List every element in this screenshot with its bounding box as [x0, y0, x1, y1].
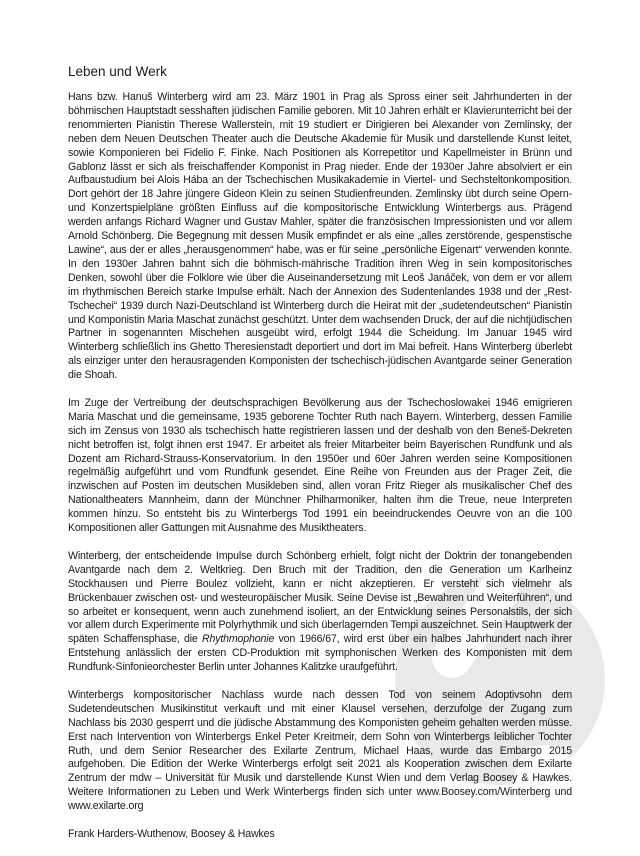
paragraph-style: Winterberg, der entscheidende Impulse durch Schönberg erhielt, folgt nicht der Doktrin der tonangebenden Avantgarde nach dem 2. Weltkrieg. Den Bruch mit der Tradition, den die Generation um Karlheinz Stockhausen und Pierre Boulez vollzieht, kann er nicht akzeptieren. Er versteht sich vielmehr als Brückenbauer zwischen ost- und westeuropäischer Musik. Seine Devise ist „Bewahren und Weiterführen“, und so arbeitet er konsequent, wenn auch zunehmend isoliert, an der Entwicklung seines Personalstils, der sich vor allem durch Experimente mit Polyrhythmik und sich überlagernden Tempi auszeichnet. Sein Hauptwerk der späten Schaffensphase, die Rhythmophonie von 1966/67, wird erst über ein halbes Jahrhundert nach ihrer Entstehung anlässlich der ersten CD-Produktion mit symphonischen Werken des Komponisten mit dem Rundfunk-Sinfonieorchester Berlin unter Johannes Kalitzke uraufgeführt. [68, 549, 573, 674]
section-heading: Leben und Werk [68, 64, 167, 79]
paragraph-biography-early: Hans bzw. Hanuš Winterberg wird am 23. März 1901 in Prag als Spross einer seit Jahrhunderten in der böhmischen Hauptstadt sesshaften jüdischen Familie geboren. Mit 10 Jahren erhält er Klavierunterricht bei der renommierten Pianistin Therese Wallerstein, mit 19 studiert er Dirigieren bei Alexander von Zemlinsky, der neben dem Neuen Deutschen Theater auch die Deutsche Akademie für Musik und darstellende Kunst leitet, sowie Komponieren bei Fidelio F. Finke. Nach Positionen als Korrepetitor und Kapellmeister in Brünn und Gablonz lässt er sich als freischaffender Komponist in Prag nieder. Ende der 1930er Jahre absolviert er ein Aufbaustudium bei Alois Hába an der Tschechischen Musikakademie in Viertel- und Sechsteltonkomposition. Dort gehört der 18 Jahre jüngere Gideon Klein zu seinen Studienfreunden. Zemlinsky übt durch seine Opern- und Konzertspielpläne größten Einfluss auf die kompositorische Entwicklung Winterbergs aus. Prägend werden anfangs Richard Wagner und Gustav Mahler, später die französischen Impressionisten und vor allem Arnold Schönberg. Die Begegnung mit dessen Musik empfindet er als eine „alles zerstörende, gespenstische Lawine“, aus der er alles „herausgenommen“ habe, was er für seine „persönliche Eigenart“ verwenden konnte. In den 1930er Jahren bahnt sich die böhmisch-mährische Tradition ihren Weg in sein kompositorisches Denken, sowohl über die Folklore wie über die Auseinandersetzung mit Leoš Janáček, von dem er vor allem im rhythmischen Bereich starke Impulse erhält. Nach der Annexion des Sudentenlandes 1938 und der „Rest-Tschechei“ 1939 durch Nazi-Deutschland ist Winterberg durch die Heirat mit der „sudetendeutschen“ Pianistin und Komponistin Maria Maschat zunächst geschützt. Unter dem wachsenden Druck, der auf die nichtjüdischen Partner in sogenannten Mischehen ausgeübt wird, erfolgt 1944 die Scheidung. Im Januar 1945 wird Winterberg schließlich ins Ghetto Theresienstadt deportiert und dort im Mai befreit. Hans Winterberg überlebt als einziger unter den herausragenden Komponisten der tschechisch-jüdischen Avantgarde seiner Generation die Shoah. [68, 91, 572, 382]
paragraph-biography-postwar: Im Zuge der Vertreibung der deutschsprachigen Bevölkerung aus der Tschechoslowakei 1946 emigrieren Maria Maschat und die gemeinsame, 1935 geborene Tochter Ruth nach Bayern. Winterberg, dessen Familie sich im Zensus von 1930 als tschechisch hatte registrieren lassen und der deshalb von den Beneš-Dekreten nicht betroffen ist, folgt ihnen erst 1947. Er arbeitet als freier Mitarbeiter beim Bayerischen Rundfunk und als Dozent am Richard-Strauss-Konservatorium. In den 1950er und 60er Jahren werden seine Kompositionen regelmäßig aufgeführt und vom Rundfunk gesendet. Eine Reihe von Freunden aus der Prager Zeit, die inzwischen auf Posten im deutschen Musikleben sind, allen voran Fritz Rieger als musikalischer Chef des Nationaltheaters Mannheim, dann der Münchner Philharmoniker, halten ihm die Treue, neue Interpreten kommen hinzu. So entsteht bis zu Winterbergs Tod 1991 ein beeindruckendes Oeuvre von an die 100 Kompositionen aller Gattungen mit Ausnahme des Musiktheaters. [68, 396, 572, 535]
work-title: Rhythmophonie [201, 633, 275, 646]
article [68, 64, 572, 856]
paragraph-estate: Winterbergs kompositorischer Nachlass wurde nach dessen Tod von seinem Adoptivsohn dem Sudetendeutschen Musikinstitut verkauft und mit einer Klausel versehen, derzufolge der Zugang zum Nachlass bis 2030 gesperrt und die jüdische Abstammung des Komponisten geheim gehalten werden müsse. Erst nach Intervention von Winterbergs Enkel Peter Kreitmeir, dem Sohn von Winterbergs leiblicher Tochter Ruth, und dem Senior Researcher des Exilarte Zentrum, Michael Haas, wurde das Embargo 2015 aufgehoben. Die Edition der Werke Winterbergs erfolgt seit 2021 als Kooperation zwischen dem Exilarte Zentrum der mdw – Universität für Musik und darstellende Kunst Wien und dem Verlag Boosey & Hawkes. Weitere Informationen zu Leben und Werk Winterbergs finden sich unter www.Boosey.com/Winterberg und www.exilarte.org [68, 688, 572, 813]
author-credit: Frank Harders-Wuthenow, Boosey & Hawkes [68, 827, 275, 840]
